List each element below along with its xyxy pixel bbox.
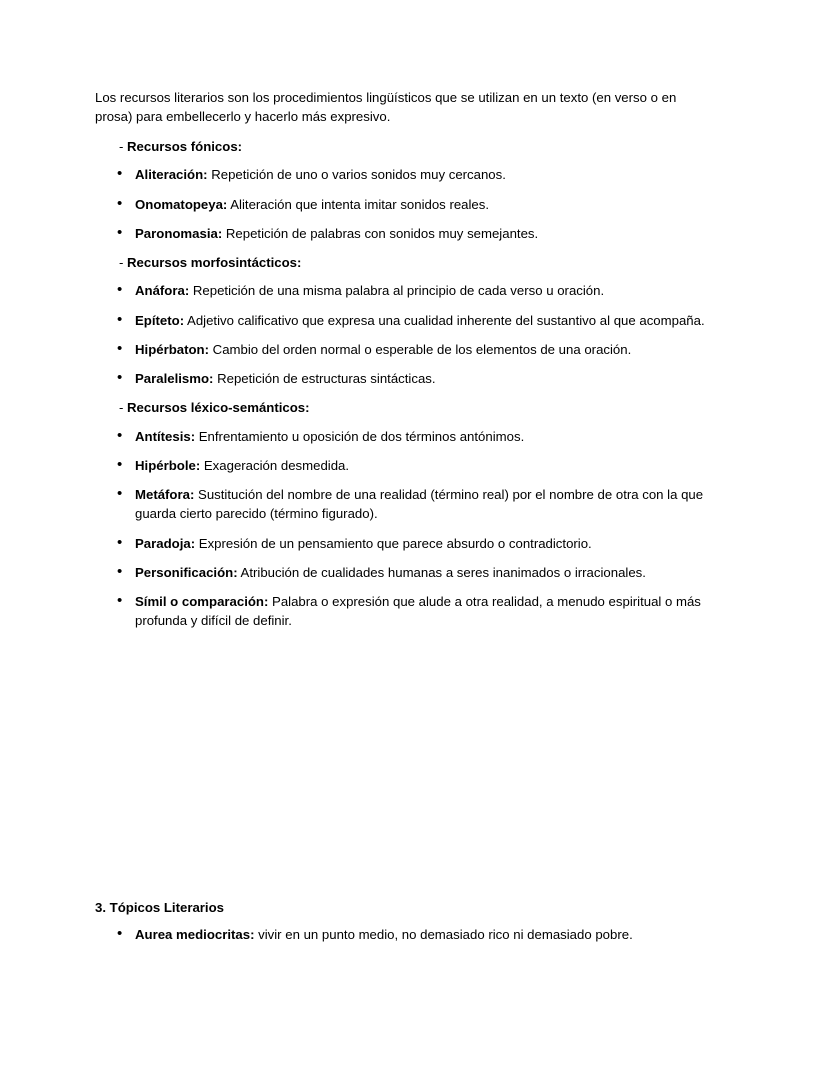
bullet-icon: • <box>117 485 123 503</box>
bullet-icon: • <box>117 592 123 610</box>
bullet-icon: • <box>117 455 123 473</box>
list-item <box>95 195 733 214</box>
bullet-icon: • <box>117 925 123 942</box>
list-item <box>95 427 733 446</box>
section-heading-recursos-fonicos <box>95 137 733 156</box>
term-description: Enfrentamiento u oposición de dos términos antónimos. <box>195 428 525 444</box>
section-heading-recursos-lexico-semanticos <box>95 398 733 417</box>
term-label: Paralelismo: <box>135 371 214 387</box>
list-item <box>95 563 733 582</box>
list-item <box>95 224 733 243</box>
term-label: Onomatopeya: <box>135 196 228 212</box>
term-description: Repetición de estructuras sintácticas. <box>213 371 436 387</box>
term-label: Aurea mediocritas: <box>135 927 255 942</box>
bullet-icon: • <box>117 426 123 444</box>
list-item <box>95 311 733 330</box>
intro-paragraph: Los recursos literarios son los procedimientos lingüísticos que se utilizan en un texto (en verso o en prosa) para embellecerlo y hacerlo más expresivo. <box>95 90 677 125</box>
section-heading-recursos-morfosintacticos <box>95 253 733 272</box>
term-description: Adjetivo calificativo que expresa una cualidad inherente del sustantivo al que acompaña. <box>184 312 705 328</box>
bullet-icon: • <box>117 165 123 183</box>
section-label: Recursos léxico-semánticos: <box>127 400 310 416</box>
term-label: Epíteto: <box>135 312 185 328</box>
bullet-list-recursos-fonicos <box>95 165 733 243</box>
list-item <box>95 592 733 631</box>
bullet-icon: • <box>117 533 123 551</box>
term-description: Palabra o expresión que alude a otra realidad, a menudo espiritual o más profunda y difícil de definir. <box>135 594 701 629</box>
term-description: Repetición de palabras con sonidos muy semejantes. <box>222 225 539 241</box>
list-item <box>95 456 733 475</box>
term-label: Anáfora: <box>135 283 190 299</box>
page-title: 3. Tópicos Literarios <box>95 900 224 915</box>
term-description: Repetición de una misma palabra al principio de cada verso u oración. <box>189 283 605 299</box>
resources-section-list <box>95 137 733 630</box>
bullet-icon: • <box>117 369 123 387</box>
section-label: Recursos morfosintácticos: <box>127 255 302 271</box>
term-label: Antítesis: <box>135 428 196 444</box>
term-description: vivir en un punto medio, no demasiado rico ni demasiado pobre. <box>254 927 633 942</box>
bullet-icon: • <box>117 562 123 580</box>
list-item <box>95 281 733 300</box>
term-label: Paradoja: <box>135 535 196 551</box>
topicos-literarios-section <box>95 900 735 954</box>
term-label: Aliteración: <box>135 167 208 183</box>
term-description: Repetición de uno o varios sonidos muy cercanos. <box>207 167 506 183</box>
bullet-list-recursos-lexico-semanticos <box>95 427 733 631</box>
list-item <box>95 369 733 388</box>
term-label: Hipérbole: <box>135 457 201 473</box>
term-label: Personificación: <box>135 564 238 580</box>
bullet-icon: • <box>117 281 123 299</box>
bullet-icon: • <box>117 310 123 328</box>
dash-marker-icon: - <box>119 400 124 416</box>
bullet-icon: • <box>117 339 123 357</box>
section-label: Recursos fónicos: <box>127 139 243 155</box>
term-description: Atribución de cualidades humanas a seres inanimados o irracionales. <box>237 564 646 580</box>
dash-marker-icon: - <box>119 139 124 155</box>
term-description: Cambio del orden normal o esperable de los elementos de una oración. <box>209 341 632 357</box>
dash-marker-icon: - <box>119 255 124 271</box>
term-label: Hipérbaton: <box>135 341 209 357</box>
list-item <box>95 925 735 944</box>
term-label: Símil o comparación: <box>135 594 269 610</box>
list-item <box>95 485 733 524</box>
bullet-list-topicos <box>95 925 735 944</box>
list-item <box>95 165 733 184</box>
bullet-list-recursos-morfosintacticos <box>95 281 733 388</box>
bullet-icon: • <box>117 194 123 212</box>
term-description: Expresión de un pensamiento que parece absurdo o contradictorio. <box>195 535 592 551</box>
bullet-icon: • <box>117 223 123 241</box>
term-label: Metáfora: <box>135 487 195 503</box>
term-description: Sustitución del nombre de una realidad (término real) por el nombre de otra con la que guarda cierto parecido (término figurado). <box>135 487 704 522</box>
term-label: Paronomasia: <box>135 225 223 241</box>
term-description: Aliteración que intenta imitar sonidos reales. <box>227 196 490 212</box>
list-item <box>95 340 733 359</box>
term-description: Exageración desmedida. <box>200 457 350 473</box>
list-item <box>95 534 733 553</box>
